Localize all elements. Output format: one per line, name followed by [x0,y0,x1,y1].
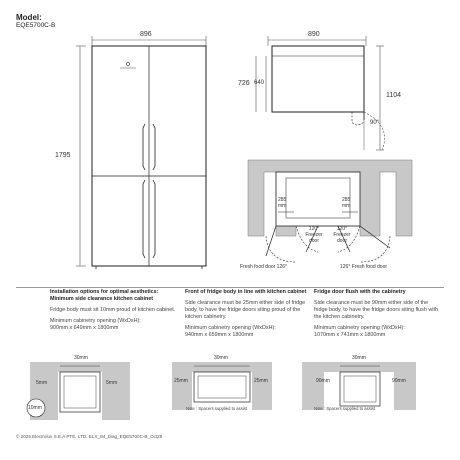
side-body-height-label: 726 [238,80,250,87]
option-body: Side clearance must be 25mm either side of fridge body, to have the fridge doors siting proud of the kitchen cabinetry. [185,300,306,320]
section-divider [16,287,444,288]
clearance-left-label: 285 mm [278,197,287,209]
option-opening-label: Minimum cabinetry opening (WxDxH): [50,318,141,324]
side-angle-label: 90° [370,120,380,126]
side-total-height-label: 1104 [386,92,402,99]
option-title: Installation options for optimal aesthetics: [50,289,159,295]
side-depth-label: 890 [308,31,320,38]
option2-side-left: 25mm [174,378,188,384]
footer-copyright: © 2025 Electrolux S.E.A PTE. LTD. ELX_IM_Diag_EQE5700C-B_Oct25 [16,434,163,439]
freezer-door-left-label: 120° Freezer door [305,226,323,244]
option-opening-value: 1070mm x 741mm x 1800mm [314,332,386,338]
option3-note: Note : Spacers supplied to assist [314,406,375,411]
freezer-door-right-label: 120° Freezer door [333,226,351,244]
option-title: Fridge door flush with the cabinetry [314,289,406,295]
installation-mini-diagrams [0,350,460,430]
option2-note: Note : Spacers supplied to assist [186,406,247,411]
option-opening-label: Minimum cabinetry opening (WxDxH): [185,325,276,331]
option1-side-left: 5mm [36,380,48,386]
option-opening-value: 940mm x 659mm x 1800mm [185,332,254,338]
install-option-3 [314,289,442,339]
option-opening-value: 900mm x 649mm x 1800mm [50,325,119,331]
clearance-right-label: 285 mm [342,197,351,209]
option2-top-gap: 30mm [214,355,228,361]
install-option-1 [50,289,178,332]
option-subtitle: Minimum side clearance kitchen cabinet [50,296,154,302]
option-body: Fridge body must sit 10mm proud of kitchen cabinet. [50,307,176,313]
option-title: Front of fridge body in line with kitchen cabinet [185,289,307,295]
fresh-food-right-label: 126° Fresh food door [340,264,388,270]
model-label: Model: [16,13,42,22]
option3-side-left: 90mm [316,378,330,384]
option3-side-right: 90mm [392,378,406,384]
option1-top-gap: 30mm [74,355,88,361]
front-width-label: 896 [140,31,152,38]
fresh-food-left-label: Fresh food door 126° [240,264,288,270]
side-cabinet-height-label: 640 [254,80,265,86]
option1-side-right: 5mm [106,380,118,386]
option1-proud: 10mm [28,405,42,411]
option-body: Side clearance must be 90mm either side of the fridge body, to have the fridge doors siting flush with the kitchen cabinetry. [314,300,438,320]
install-option-2 [185,289,313,339]
front-height-label: 1795 [55,152,71,159]
model-code: EQE5700C-B [16,22,56,29]
option-opening-label: Minimum cabinetry opening (WxDxH): [314,325,405,331]
option3-top-gap: 30mm [352,355,366,361]
option2-side-right: 25mm [254,378,268,384]
